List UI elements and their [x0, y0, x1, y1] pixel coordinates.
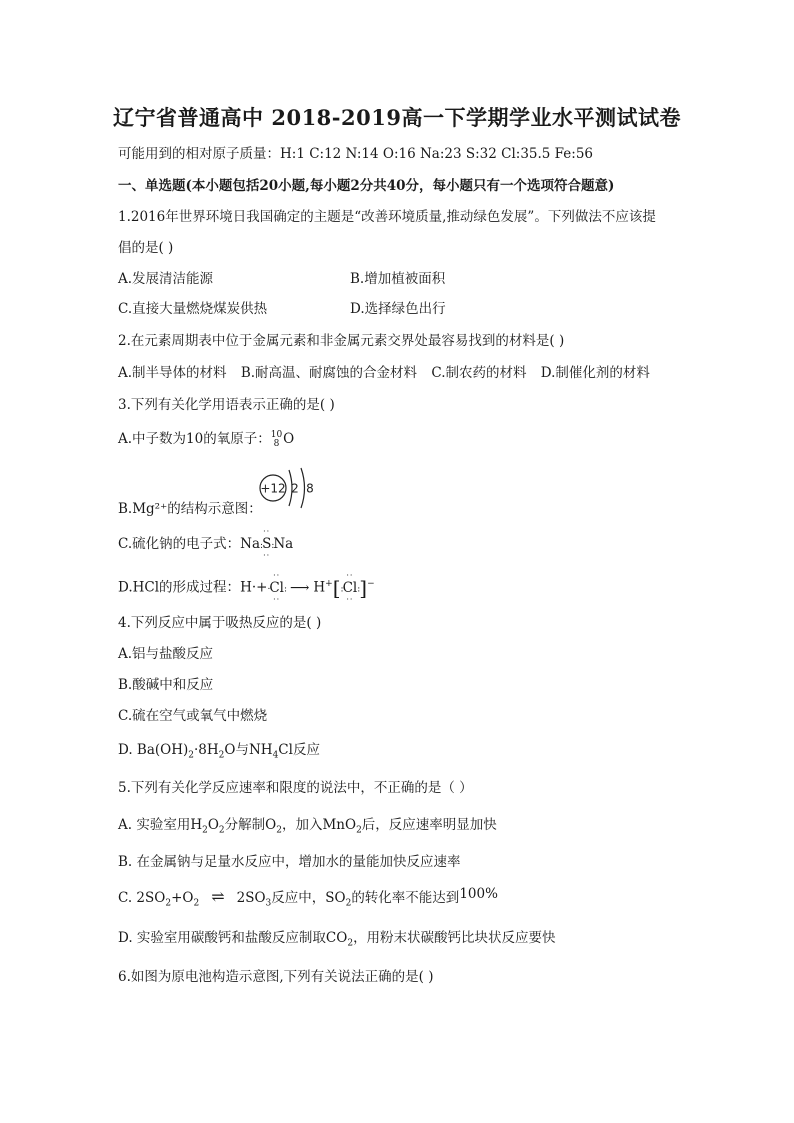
reaction-arrow-icon: ⟶: [290, 579, 310, 596]
shell-2-electrons: 8: [306, 481, 314, 496]
electron-dots-right: :: [271, 541, 274, 551]
q2-option-b: B.耐高温、耐腐蚀的合金材料: [240, 365, 418, 381]
exam-title: 辽宁省普通高中 2018-2019高一下学期学业水平测试试卷: [113, 105, 681, 130]
sodium-right: Na: [273, 536, 294, 552]
sodium-left: Na: [240, 536, 261, 552]
q4-option-d: D. $Ba(OH)_2\cdot 8H_2O$与$NH_4Cl$反应: [118, 742, 320, 761]
atomic-masses: 可能用到的相对原子质量：H:1 C:12 N:14 O:16 Na:23 S:32 Cl:35.5 Fe:56: [118, 146, 594, 162]
q1-option-a: A.发展清洁能源: [118, 271, 214, 287]
chlorine-atom: ·· Cl ··: [269, 570, 284, 604]
q2-stem: 2.在元素周期表中位于金属元素和非金属元素交界处最容易找到的材料是( ): [118, 333, 565, 349]
shell-arc-2: [301, 468, 305, 508]
q2-option-a: A.制半导体的材料: [118, 365, 227, 381]
atomic-number: 8: [273, 438, 280, 449]
hydrogen-atom: H·+: [240, 579, 268, 596]
q5-stem: 5.下列有关化学反应速率和限度的说法中，不正确的是（ ）: [118, 780, 473, 796]
q2-options: [118, 364, 650, 382]
shell-1-electrons: 2: [291, 481, 299, 496]
oxygen-isotope-notation: [271, 431, 282, 449]
q5-option-b: B. 在金属钠与足量水反应中，增加水的量能加快反应速率: [118, 854, 461, 870]
q3-option-c-text: C.硫化钠的电子式：: [118, 536, 241, 552]
q4-stem: 4.下列反应中属于吸热反应的是( ): [118, 615, 322, 631]
q4-option-c: C.硫在空气或氧气中燃烧: [118, 708, 268, 724]
percent-value: 100%: [459, 886, 498, 902]
chloride-ion: ·· Cl ··: [342, 570, 358, 604]
hydrogen-ion: H: [313, 579, 326, 596]
q1-options-row1: [118, 270, 446, 288]
q4-option-a: A.铝与盐酸反应: [118, 646, 214, 662]
sulfur-symbol: S: [262, 536, 272, 552]
electron-dots-left: :: [260, 541, 263, 551]
q3-option-d: D.HCl的形成过程：H·+· ·· Cl ·· : ⟶ H+[: ·· Cl ·· :]−: [118, 570, 375, 604]
sulfur-electron-formula: ·· S ··: [262, 527, 272, 560]
q3-stem: 3.下列有关化学用语表示正确的是( ): [118, 397, 335, 413]
q1-stem-line2: 倡的是( ): [118, 240, 174, 256]
section-heading: 一、单选题(本小题包括20小题,每小题2分共40分，每小题只有一个选项符合题意): [118, 178, 615, 194]
oxygen-symbol: O: [283, 431, 295, 447]
q5-option-d: D. 实验室用碳酸钙和盐酸反应制取$CO_2$，用粉末状碳酸钙比块状反应要快: [118, 930, 556, 949]
mass-number: 10: [270, 429, 283, 440]
q4-option-b: B.酸碱中和反应: [118, 677, 214, 693]
equilibrium-arrow-icon: ⇌: [211, 887, 225, 906]
q1-option-b: B.增加植被面积: [350, 271, 446, 287]
q3-option-d-text: D.HCl的形成过程：: [118, 579, 241, 596]
mg-ion-structure-diagram: [255, 466, 335, 516]
nucleus-charge: +12: [260, 481, 286, 496]
q5-option-a: A. 实验室用$H_2O_2$分解制$O_2$，加入MnO$_2$后，反应速率明显加快: [118, 817, 497, 836]
q2-option-d: D.制催化剂的材料: [540, 365, 650, 381]
q1-option-c: C.直接大量燃烧煤炭供热: [118, 301, 268, 317]
q5-option-c: C. $2SO_2+O_2$ ⇌ $2SO_3$反应中，$SO_2$的转化率不能达到100%: [118, 886, 498, 909]
q3-option-b: B.Mg²⁺的结构示意图：: [118, 501, 262, 517]
q1-options-row2: [118, 300, 446, 318]
q3-option-a: [118, 430, 294, 449]
q1-option-d: D.选择绿色出行: [350, 301, 446, 317]
q2-option-c: C.制农药的材料: [431, 365, 527, 381]
q3-option-c: [118, 527, 294, 560]
q3-option-a-text: A.中子数为10的氧原子：: [118, 431, 271, 447]
q6-stem: 6.如图为原电池构造示意图,下列有关说法正确的是( ): [118, 969, 434, 985]
q1-stem-line1: 1.2016年世界环境日我国确定的主题是“改善环境质量,推动绿色发展”。下列做法不应该提: [118, 209, 656, 225]
